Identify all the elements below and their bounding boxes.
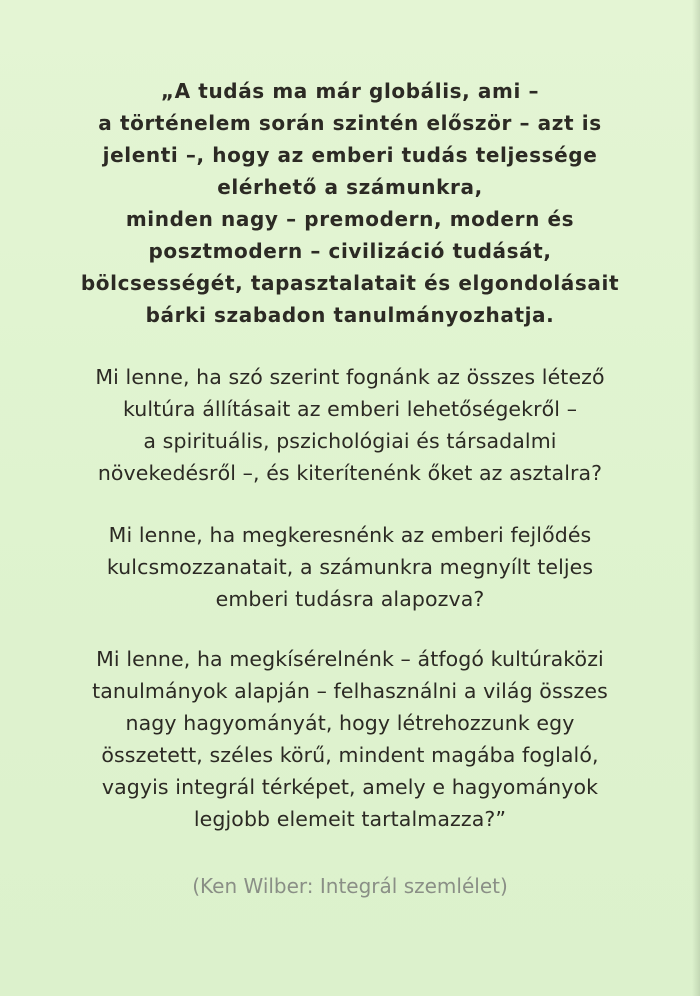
- quote-line: Mi lenne, ha szó szerint fognánk az összes létező: [95, 365, 605, 389]
- quote-line: vagyis integrál térképet, amely e hagyományok: [101, 775, 599, 799]
- attribution: (Ken Wilber: Integrál szemlélet): [192, 874, 508, 898]
- page-edge-shadow: [692, 0, 700, 996]
- quote-line: a spirituális, pszichológiai és társadalmi: [143, 429, 557, 453]
- quote-line: Mi lenne, ha megkísérelnénk – átfogó kultúraközi: [96, 647, 604, 671]
- quote-line: jelenti –, hogy az emberi tudás teljessége: [102, 143, 598, 167]
- quote-line: a történelem során szintén először – azt is: [98, 111, 602, 135]
- quote-line: tanulmányok alapján – felhasználni a világ összes: [92, 679, 608, 703]
- quote-line: kulcsmozzanatait, a számunkra megnyílt teljes: [106, 555, 594, 579]
- quote-block: [40, 75, 660, 835]
- quote-paragraph-4: [40, 643, 660, 835]
- quote-line: összetett, széles körű, mindent magába foglaló,: [101, 743, 599, 767]
- quote-line: növekedésről –, és kiterítenénk őket az asztalra?: [97, 461, 603, 485]
- quote-line: emberi tudásra alapozva?: [215, 587, 485, 611]
- quote-paragraph-3: [40, 519, 660, 615]
- quote-line: „A tudás ma már globális, ami –: [160, 79, 540, 103]
- quote-line: legjobb elemeit tartalmazza?”: [193, 807, 507, 831]
- quote-line: nagy hagyományát, hogy létrehozzunk egy: [125, 711, 575, 735]
- quote-paragraph-1: [40, 75, 660, 331]
- quote-line: posztmodern – civilizáció tudását,: [148, 239, 552, 263]
- quote-paragraph-2: [40, 361, 660, 489]
- quote-line: bölcsességét, tapasztalatait és elgondolásait: [80, 271, 620, 295]
- quote-line: bárki szabadon tanulmányozhatja.: [145, 303, 555, 327]
- quote-line: kultúra állításait az emberi lehetőségekről –: [122, 397, 578, 421]
- quote-line: minden nagy – premodern, modern és: [125, 207, 575, 231]
- quote-line: elérhető a számunkra,: [217, 175, 483, 199]
- quote-line: Mi lenne, ha megkeresnénk az emberi fejlődés: [108, 523, 592, 547]
